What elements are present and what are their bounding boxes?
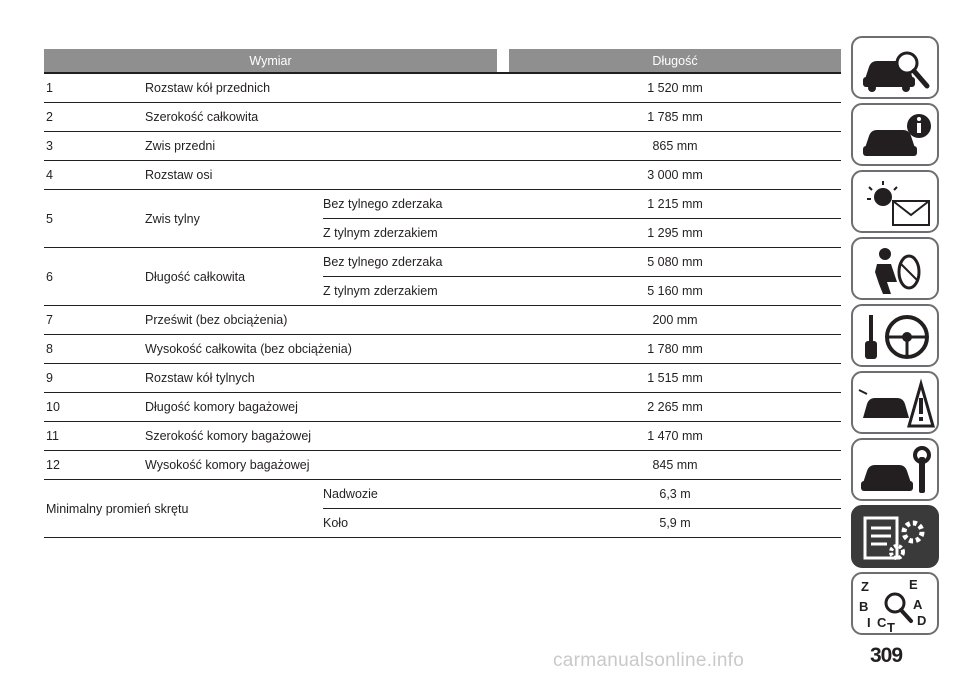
specifications-table <box>44 49 841 538</box>
key-steering-wheel-icon <box>857 309 935 364</box>
table-body <box>44 73 841 538</box>
sub-label: Bez tylnego zderzaka <box>323 190 497 219</box>
row-number: 12 <box>44 451 145 480</box>
gap-cell <box>497 480 509 509</box>
tab-warning-lights[interactable] <box>851 170 939 233</box>
sub-label: Bez tylnego zderzaka <box>323 248 497 277</box>
svg-text:I: I <box>867 615 871 630</box>
table-row <box>44 393 841 422</box>
row-value: 1 515 mm <box>509 364 841 393</box>
alphabet-index-search-icon <box>857 577 935 632</box>
car-magnifier-icon <box>857 41 935 96</box>
table-row <box>44 480 841 509</box>
row-number: 10 <box>44 393 145 422</box>
row-number: 9 <box>44 364 145 393</box>
row-label: Wysokość całkowita (bez obciążenia) <box>145 335 509 364</box>
svg-text:D: D <box>917 613 927 628</box>
row-value: 5 080 mm <box>509 248 841 277</box>
row-value: 865 mm <box>509 132 841 161</box>
gap-cell <box>497 219 509 248</box>
row-label: Rozstaw kół przednich <box>145 73 509 103</box>
table-header-row <box>44 49 841 73</box>
technical-data-gear-icon <box>857 510 935 565</box>
sub-label: Nadwozie <box>323 480 497 509</box>
row-value: 200 mm <box>509 306 841 335</box>
page-number: 309 <box>870 644 903 667</box>
row-number: 3 <box>44 132 145 161</box>
row-number: 5 <box>44 190 145 248</box>
table-row <box>44 306 841 335</box>
row-label: Minimalny promień skrętu <box>44 480 323 538</box>
gap-cell <box>497 509 509 538</box>
watermark-text: carmanualsonline.info <box>553 650 745 671</box>
row-number: 8 <box>44 335 145 364</box>
gap-cell <box>497 277 509 306</box>
row-label: Szerokość komory bagażowej <box>145 422 509 451</box>
tab-car-info[interactable] <box>851 103 939 166</box>
car-crash-warning-icon <box>857 376 935 431</box>
table-row <box>44 103 841 132</box>
tab-car-maintenance[interactable] <box>851 438 939 501</box>
row-value: 3 000 mm <box>509 161 841 190</box>
header-length: Długość <box>509 49 841 73</box>
header-gap <box>497 49 509 73</box>
svg-text:T: T <box>887 620 895 632</box>
row-label: Wysokość komory bagażowej <box>145 451 509 480</box>
table-row <box>44 161 841 190</box>
row-label: Rozstaw osi <box>145 161 509 190</box>
airbag-passenger-icon <box>857 242 935 297</box>
row-value: 5,9 m <box>509 509 841 538</box>
tab-key-steering[interactable] <box>851 304 939 367</box>
sub-label: Z tylnym zderzakiem <box>323 277 497 306</box>
row-number: 11 <box>44 422 145 451</box>
sub-label: Koło <box>323 509 497 538</box>
row-label: Rozstaw kół tylnych <box>145 364 509 393</box>
tab-airbag[interactable] <box>851 237 939 300</box>
table-row <box>44 451 841 480</box>
row-value: 6,3 m <box>509 480 841 509</box>
tab-car-crash[interactable] <box>851 371 939 434</box>
row-label: Zwis tylny <box>145 190 323 248</box>
tab-technical-data[interactable] <box>851 505 939 568</box>
gap-cell <box>497 190 509 219</box>
table-row <box>44 73 841 103</box>
table-row <box>44 422 841 451</box>
row-label: Długość komory bagażowej <box>145 393 509 422</box>
car-info-icon <box>857 108 935 163</box>
row-value: 1 470 mm <box>509 422 841 451</box>
row-number: 4 <box>44 161 145 190</box>
svg-text:Z: Z <box>861 579 869 594</box>
row-number: 6 <box>44 248 145 306</box>
row-value: 1 215 mm <box>509 190 841 219</box>
row-number: 2 <box>44 103 145 132</box>
table-row <box>44 190 841 219</box>
tab-car-magnifier[interactable] <box>851 36 939 99</box>
table-row <box>44 364 841 393</box>
row-value: 2 265 mm <box>509 393 841 422</box>
row-label: Prześwit (bez obciążenia) <box>145 306 509 335</box>
svg-text:A: A <box>913 597 923 612</box>
row-value: 1 520 mm <box>509 73 841 103</box>
warning-light-message-icon <box>857 175 935 230</box>
tab-alphabetical-index[interactable] <box>851 572 939 635</box>
svg-text:C: C <box>877 615 887 630</box>
row-label: Długość całkowita <box>145 248 323 306</box>
row-value: 1 780 mm <box>509 335 841 364</box>
row-number: 7 <box>44 306 145 335</box>
table-row <box>44 335 841 364</box>
table-row <box>44 132 841 161</box>
sub-label: Z tylnym zderzakiem <box>323 219 497 248</box>
row-number: 1 <box>44 73 145 103</box>
row-value: 1 785 mm <box>509 103 841 132</box>
row-value: 845 mm <box>509 451 841 480</box>
gap-cell <box>497 248 509 277</box>
svg-text:E: E <box>909 577 918 592</box>
row-value: 1 295 mm <box>509 219 841 248</box>
row-label: Zwis przedni <box>145 132 509 161</box>
svg-text:B: B <box>859 599 869 614</box>
car-wrench-icon <box>857 443 935 498</box>
row-label: Szerokość całkowita <box>145 103 509 132</box>
header-dimension: Wymiar <box>44 49 497 73</box>
row-value: 5 160 mm <box>509 277 841 306</box>
table-row <box>44 248 841 277</box>
